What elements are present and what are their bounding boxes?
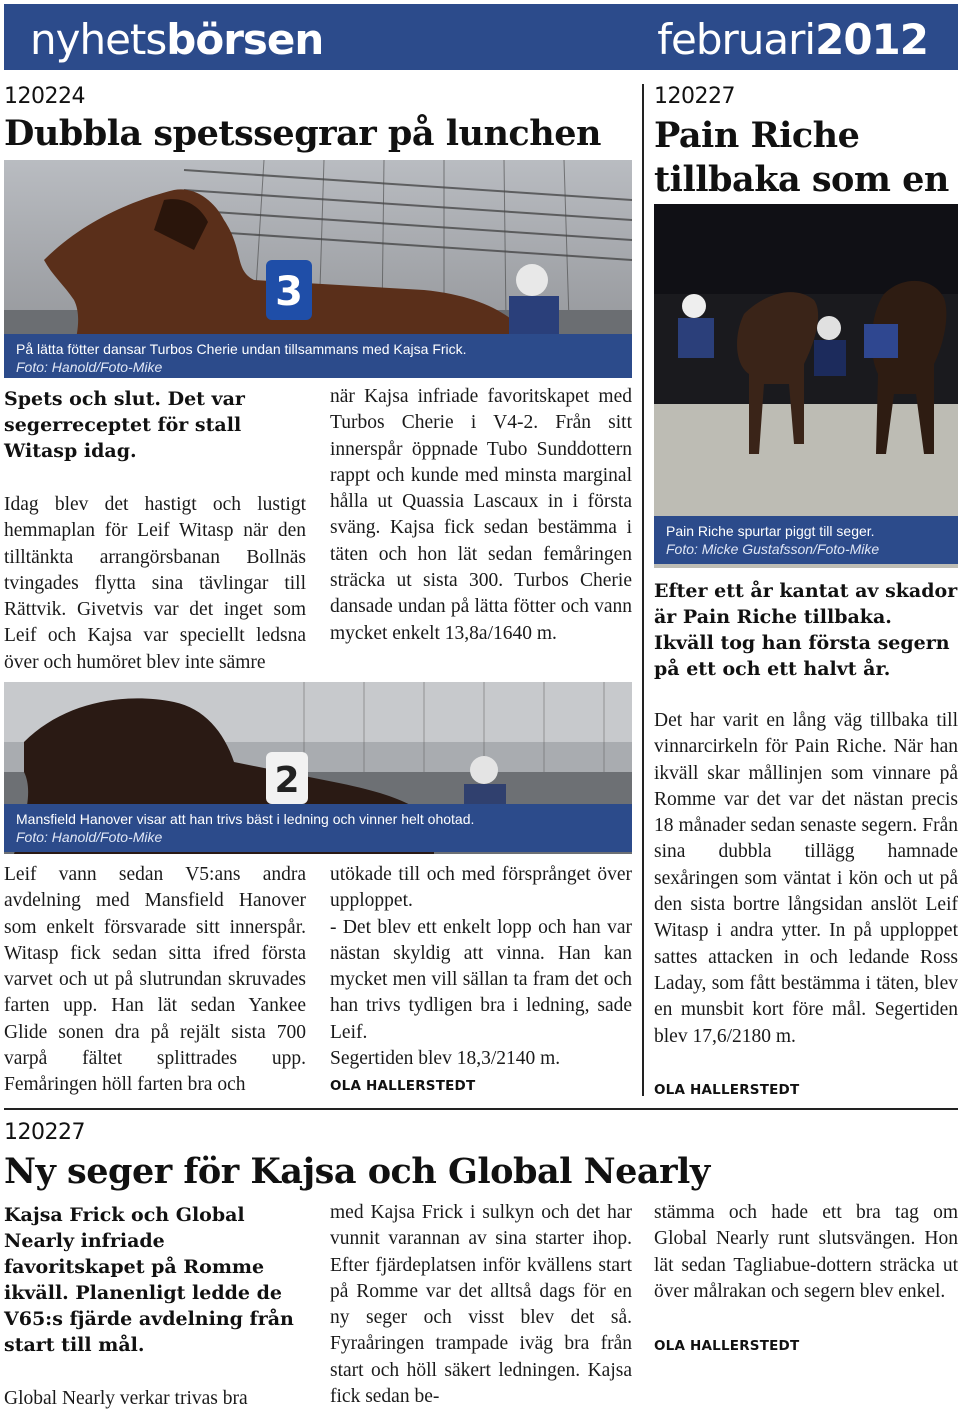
article1-col1b: Leif vann sedan V5:ans andra avdelning med Mansfield Hanover som enkelt försvarade sitt innerspår. Witasp fick sedan sitta ifred första varvet och ut på slutrundan skruvades farten upp. Han lät sedan Yankee Glide sonen dra på rejält sista 700 varpå fältet splittrades upp. Femåringen höll farten bra och	[4, 864, 306, 1096]
column-divider	[642, 84, 644, 1096]
article1-headline: Dubbla spetssegrar på lunchen	[4, 113, 601, 154]
photo3-caption-text: Pain Riche spurtar piggt till seger.	[666, 523, 875, 539]
photo3-credit: Foto: Micke Gustafsson/Foto-Mike	[666, 541, 880, 557]
masthead-brand: nyhetsbörsen	[30, 15, 324, 64]
article1-byline: OLA HALLERSTEDT	[330, 1078, 476, 1095]
article1-col2: när Kajsa infriade favoritskapet med Turbos Cherie i V4-2. Från sitt innerspår öppnade Tubo Sunddottern rappt och kunde med minsta marginal hålla ut Quassia Lascaux in i första sväng. Kajsa fick sedan bestämma i täten och hon lät sedan femåringen sträcka ut sista 300. Turbos Cherie dansade undan på lätta fötter och vann mycket enkelt 13,8a/1640 m.	[330, 386, 632, 644]
article3-col3: stämma och hade ett bra tag om Global Nearly runt slutsvängen. Hon lät sedan Tagliabue-dottern sträcka ut över målrakan och segern blev enkel.	[654, 1202, 958, 1302]
masthead-issue: februari2012	[657, 15, 928, 64]
photo1-caption	[4, 334, 632, 378]
article1-date: 120224	[4, 84, 85, 109]
photo-pain-riche-image	[654, 204, 958, 568]
photo-turbos-cherie	[4, 160, 632, 378]
article2-headline: Pain Riche tillbaka som en	[654, 115, 949, 200]
article3-byline: OLA HALLERSTEDT	[654, 1338, 800, 1354]
photo3-caption	[654, 516, 958, 564]
svg-text:2: 2	[274, 760, 300, 801]
photo2-caption	[4, 804, 632, 852]
photo2-credit: Foto: Hanold/Foto-Mike	[16, 829, 163, 845]
article3-col2: med Kajsa Frick i sulkyn och det har vunnit varannan av sina starter ihop. Efter fjärdeplatsen inför kvällens start på Romme var det alltså dags för en ny seger och visst blev det så. Fyraåringen trampade iväg bra från start och höll säkert ledningen. Kajsa fick sedan be-	[330, 1202, 632, 1408]
masthead-band	[4, 4, 958, 70]
article3-date: 120227	[4, 1120, 85, 1145]
article1-col2b-para3: Segertiden blev 18,3/2140 m.	[330, 1048, 561, 1070]
photo2-caption-text: Mansfield Hanover visar att han trivs bäst i ledning och vinner helt ohotad.	[16, 811, 475, 827]
article1-col2b-para2: - Det blev ett enkelt lopp och han var nästan skyldig att vinna. Han kan mycket men vill sällan ta fram det och han trivs tydligen bra i ledning, sade Leif.	[330, 916, 632, 1043]
article3-lead: Kajsa Frick och Global Nearly infriade favoritskapet på Romme ikväll. Planenligt ledde de V65:s fjärde avdelning från start till mål.	[4, 1204, 294, 1356]
article2-date: 120227	[654, 84, 735, 109]
article3-headline: Ny seger för Kajsa och Global Nearly	[4, 1151, 710, 1192]
article1-col2b	[330, 862, 632, 1094]
photo-pain-riche	[654, 204, 958, 568]
article1-col2b-para1: utökade till och med försprånget över upploppet.	[330, 864, 632, 912]
section-divider	[4, 1108, 958, 1110]
article3-col1: Global Nearly verkar trivas bra	[4, 1388, 248, 1409]
article2-lead: Efter ett år kantat av skador är Pain Riche tillbaka. Ikväll tog han första segern på ett och ett halvt år.	[654, 580, 958, 680]
article2-text: Det har varit en lång väg tillbaka till vinnarcirkeln för Pain Riche. När han ikväll skar mållinjen som vinnare på Romme var det var det nästan precis 18 månader sedan senaste segern. Från sina dubbla tillägg hamnade sexåringen som väntat i kön och ut på den sista bortre långsidan anslöt Leif Witasp i andra ytter. In på upploppet sattes attacken in och ledande Ross Laday, som fått bestämma i täten, blev en munsbit kort före mål. Segertiden blev 17,6/2180 m.	[654, 710, 958, 1047]
article2-byline: OLA HALLERSTEDT	[654, 1082, 800, 1098]
photo-mansfield-hanover	[4, 682, 632, 854]
photo1-caption-text: På lätta fötter dansar Turbos Cherie undan tillsammans med Kajsa Frick.	[16, 341, 467, 357]
article1-col1: Idag blev det hastigt och lustigt hemmaplan för Leif Witasp när den tilltänkta arrangörsbanan Bollnäs tvingades flytta sina tävlingar till Rättvik. Givetvis var det inget som Leif och Kajsa var speciellt ledsna över och humöret blev inte sämre	[4, 494, 306, 673]
svg-text:3: 3	[275, 269, 303, 315]
article1-lead: Spets och slut. Det var segerreceptet för stall Witasp idag.	[4, 388, 245, 462]
photo1-credit: Foto: Hanold/Foto-Mike	[16, 359, 163, 375]
